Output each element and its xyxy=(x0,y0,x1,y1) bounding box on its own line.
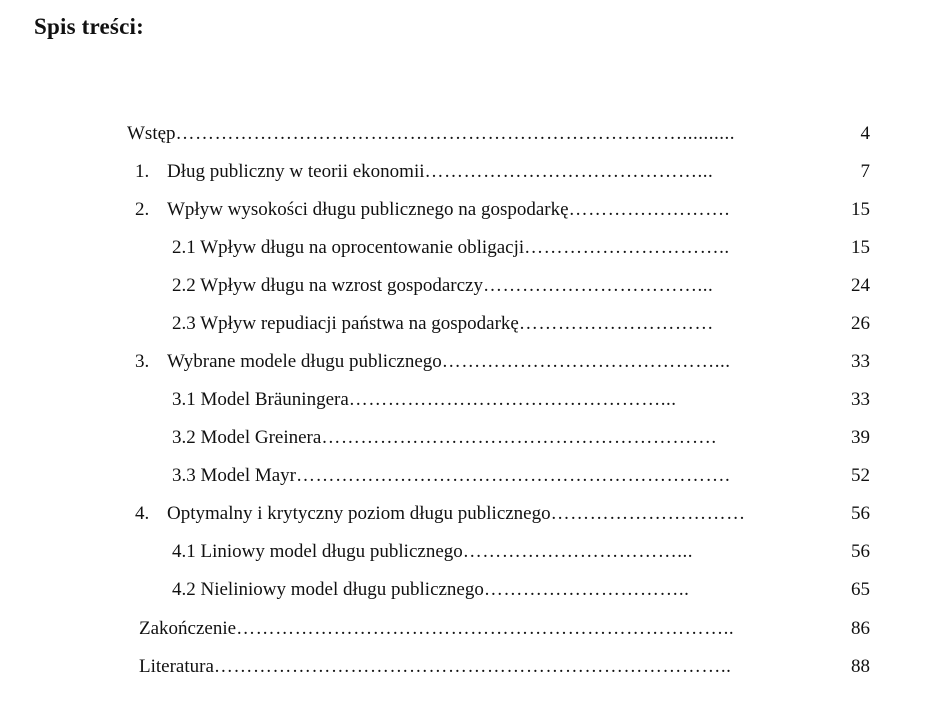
toc-leader-dots: ………………………… xyxy=(518,313,714,334)
toc-entry-label: 4.2 Nieliniowy model długu publicznego xyxy=(172,579,484,600)
toc-entry-number: 4. xyxy=(135,503,150,524)
toc-entry xyxy=(172,537,693,567)
toc-page-number: 56 xyxy=(851,503,870,524)
toc-page-number: 86 xyxy=(851,618,870,639)
toc-page-number: 65 xyxy=(851,579,870,600)
toc-entry-label: Wybrane modele długu publicznego xyxy=(167,351,442,372)
toc-entry-number: 2. xyxy=(135,199,150,220)
toc-entry-label: Dług publiczny w teorii ekonomii xyxy=(167,161,425,182)
toc-entry-label: 3.3 Model Mayr xyxy=(172,465,297,486)
toc-entry xyxy=(172,385,677,415)
toc-entry xyxy=(135,157,713,187)
toc-entry-label: Wstęp xyxy=(127,123,176,144)
toc-entry-label: Literatura xyxy=(139,656,214,677)
toc-entry xyxy=(127,119,735,149)
toc-entry xyxy=(139,652,731,682)
toc-leader-dots: ……………………………………………………. xyxy=(321,427,717,448)
toc-leader-dots: ………………………………………………………………….. xyxy=(236,618,735,639)
toc-leader-dots: …………………………………………………………. xyxy=(296,465,731,486)
toc-page-number: 15 xyxy=(851,237,870,258)
toc-entry-label: Wpływ wysokości długu publicznego na gospodarkę xyxy=(167,199,569,220)
toc-entry-label: 3.2 Model Greinera xyxy=(172,427,322,448)
toc-page-number: 33 xyxy=(851,389,870,410)
toc-entry-label: 2.3 Wpływ repudiacji państwa na gospodarkę xyxy=(172,313,519,334)
toc-page-number: 15 xyxy=(851,199,870,220)
toc-leader-dots: ……………………………………... xyxy=(424,161,714,182)
toc-page-number: 39 xyxy=(851,427,870,448)
toc-entry xyxy=(172,461,730,491)
toc-entry xyxy=(135,499,746,529)
toc-entry-label: 2.2 Wpływ długu na wzrost gospodarczy xyxy=(172,275,483,296)
toc-leader-dots: ………………………… xyxy=(550,503,746,524)
toc-entry-label: 3.1 Model Bräuningera xyxy=(172,389,349,410)
toc-leader-dots: ……………………………... xyxy=(462,541,694,562)
toc-page-number: 4 xyxy=(860,123,870,144)
toc-page-number: 7 xyxy=(860,161,870,182)
toc-entry xyxy=(172,423,717,453)
toc-heading: Spis treści: xyxy=(34,14,144,39)
toc-entry-label: Optymalny i krytyczny poziom długu publicznego xyxy=(167,503,551,524)
toc-entry-label: 4.1 Liniowy model długu publicznego xyxy=(172,541,463,562)
toc-page-number: 52 xyxy=(851,465,870,486)
toc-page-number: 88 xyxy=(851,656,870,677)
toc-entry xyxy=(139,614,734,644)
toc-page-number: 56 xyxy=(851,541,870,562)
toc-entry xyxy=(135,195,730,225)
toc-page-number: 33 xyxy=(851,351,870,372)
toc-leader-dots: …………………………………………………………………….. xyxy=(213,656,732,677)
toc-leader-dots: ………………………….. xyxy=(483,579,690,600)
toc-entry xyxy=(135,347,731,377)
toc-leader-dots: ……………………………... xyxy=(482,275,714,296)
toc-leader-dots: ……………………. xyxy=(568,199,730,220)
toc-page-number: 26 xyxy=(851,313,870,334)
toc-leader-dots: …………………………………………………………………….......... xyxy=(175,123,736,144)
toc-entry-label: Zakończenie xyxy=(139,618,237,639)
toc-entry-number: 3. xyxy=(135,351,150,372)
toc-entry-label: 2.1 Wpływ długu na oprocentowanie obligacji xyxy=(172,237,525,258)
toc-entry-number: 1. xyxy=(135,161,150,182)
toc-entry xyxy=(172,233,730,263)
toc-entry xyxy=(172,271,713,301)
toc-entry xyxy=(172,575,689,605)
toc-leader-dots: ………………………….. xyxy=(524,237,730,258)
toc-page-number: 24 xyxy=(851,275,870,296)
toc-leader-dots: …………………………………………... xyxy=(348,389,677,410)
toc-entry xyxy=(172,309,714,339)
toc-leader-dots: ……………………………………... xyxy=(441,351,731,372)
